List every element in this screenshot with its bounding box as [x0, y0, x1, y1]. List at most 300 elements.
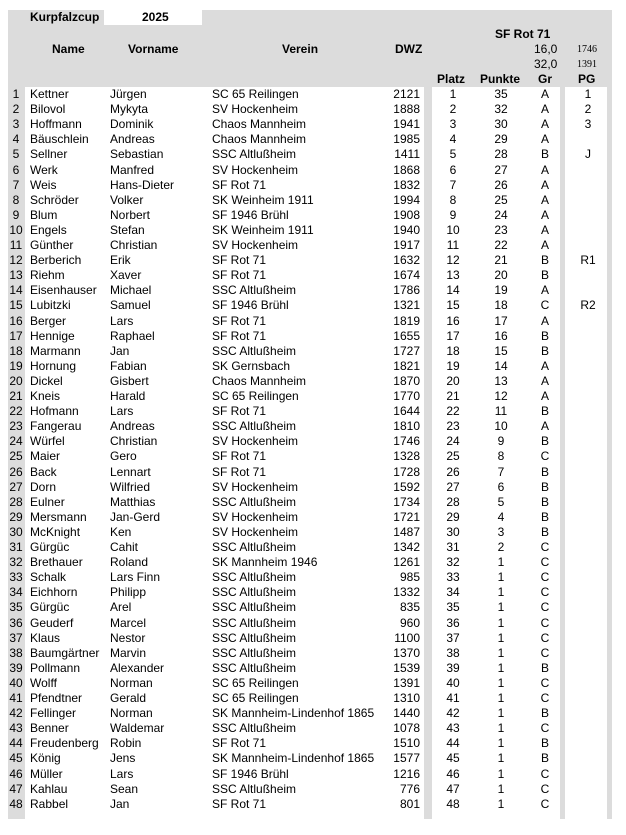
player-points: 1: [497, 585, 505, 600]
player-points: 1: [497, 600, 505, 615]
player-name: Hofmann: [30, 404, 79, 419]
player-group: A: [540, 389, 549, 403]
player-dwz: 1994: [393, 192, 420, 207]
player-group: A: [540, 222, 549, 237]
player-points: 30: [494, 117, 508, 132]
table-row: [0, 540, 626, 555]
player-rank: 22: [446, 404, 460, 419]
player-pg: [570, 449, 606, 464]
player-group: C: [540, 298, 550, 313]
player-dwz: 1328: [393, 449, 420, 464]
player-rank: 33: [446, 570, 460, 585]
player-dwz: 776: [399, 781, 420, 796]
player-club: SSC Altlußheim: [212, 600, 297, 615]
player-dwz: 1644: [393, 404, 420, 419]
row-number: 2: [12, 102, 20, 117]
table-row: [0, 691, 626, 706]
table-row: [0, 223, 626, 238]
player-group: B: [540, 328, 549, 343]
player-group: A: [540, 419, 549, 434]
player-points: 26: [494, 177, 508, 192]
player-club: SC 65 Reilingen: [212, 389, 299, 403]
player-group: B: [540, 464, 549, 479]
player-pg: [570, 163, 606, 178]
player-vorname: Stefan: [110, 222, 145, 237]
player-pg: [570, 676, 606, 691]
player-points: 1: [497, 706, 505, 721]
column-header-gr: Gr: [538, 72, 553, 86]
player-vorname: Fabian: [110, 358, 147, 373]
row-number: 7: [12, 177, 20, 192]
player-vorname: Lars: [110, 766, 134, 781]
table-row: [0, 646, 626, 661]
player-points: 23: [494, 222, 508, 237]
player-vorname: Roland: [110, 555, 149, 570]
player-name: Günther: [30, 238, 74, 252]
player-points: 27: [494, 162, 508, 177]
player-group: B: [540, 509, 549, 524]
row-number: 35: [9, 600, 23, 615]
table-row: [0, 676, 626, 691]
player-name: Eisenhauser: [30, 283, 97, 298]
player-group: B: [540, 660, 549, 675]
player-vorname: Ken: [110, 524, 132, 539]
player-rank: 43: [446, 721, 460, 736]
player-points: 1: [497, 645, 505, 660]
player-points: 32: [494, 102, 508, 117]
player-vorname: Michael: [110, 283, 152, 298]
table-row: [0, 797, 626, 812]
table-row: [0, 163, 626, 178]
table-row: [0, 434, 626, 449]
player-pg: [570, 706, 606, 721]
player-name: Dickel: [30, 373, 63, 388]
row-number: 37: [9, 630, 23, 645]
player-name: Bäuschlein: [30, 132, 89, 147]
column-header-name: Name: [52, 42, 85, 56]
player-club: SF Rot 71: [212, 268, 267, 283]
pg-value-1: 1746: [577, 44, 597, 55]
player-group: B: [540, 343, 549, 358]
table-row: [0, 782, 626, 797]
row-number: 20: [9, 373, 23, 388]
table-row: [0, 117, 626, 132]
player-vorname: Gero: [110, 449, 137, 464]
row-number: 12: [9, 253, 23, 268]
row-number: 34: [9, 585, 23, 600]
player-points: 16: [494, 328, 508, 343]
player-club: SV Hockenheim: [212, 524, 299, 539]
player-club: SSC Altlußheim: [212, 781, 297, 796]
player-vorname: Lars: [110, 404, 134, 419]
table-row: [0, 178, 626, 193]
player-vorname: Raphael: [110, 328, 155, 343]
column-header-dwz: DWZ: [395, 42, 423, 56]
player-dwz: 1310: [393, 691, 420, 705]
player-points: 1: [497, 570, 505, 585]
table-row: [0, 238, 626, 253]
player-name: Dorn: [30, 479, 57, 494]
player-name: Kneis: [30, 389, 61, 403]
player-rank: 30: [446, 524, 460, 539]
player-pg: [570, 616, 606, 631]
player-name: Maier: [30, 449, 61, 464]
player-group: B: [540, 147, 549, 162]
player-vorname: Arel: [110, 600, 132, 615]
player-group: A: [540, 87, 549, 101]
player-name: Blum: [30, 207, 58, 222]
player-vorname: Erik: [110, 253, 131, 268]
player-vorname: Cahit: [110, 540, 139, 554]
player-vorname: Nestor: [110, 630, 146, 645]
player-name: Schröder: [30, 192, 79, 207]
player-name: Pollmann: [30, 660, 81, 675]
player-pg: [570, 525, 606, 540]
player-rank: 41: [446, 691, 460, 705]
table-row: [0, 87, 626, 102]
player-club: SC 65 Reilingen: [212, 87, 299, 101]
table-row: [0, 193, 626, 208]
player-pg: 3: [584, 117, 592, 132]
player-club: SV Hockenheim: [212, 102, 299, 117]
player-group: C: [540, 615, 550, 630]
player-pg: [570, 691, 606, 706]
player-club: SF Rot 71: [212, 313, 267, 328]
player-pg: [570, 178, 606, 193]
player-group: C: [540, 645, 550, 660]
row-number: 6: [12, 162, 20, 177]
player-name: Fellinger: [30, 706, 77, 721]
player-rank: 38: [446, 645, 460, 660]
table-row: [0, 147, 626, 162]
gr-ratio-1: 16,0: [534, 42, 558, 56]
player-name: Back: [30, 464, 57, 479]
player-club: SK Mannheim-Lindenhof 1865: [212, 706, 375, 721]
player-club: SSC Altlußheim: [212, 585, 297, 600]
player-pg: [570, 767, 606, 782]
player-vorname: Volker: [110, 192, 144, 207]
row-number: 25: [9, 449, 23, 464]
player-name: Sellner: [30, 147, 68, 162]
table-row: [0, 298, 626, 313]
table-row: [0, 314, 626, 329]
player-group: C: [540, 675, 550, 690]
player-club: SSC Altlußheim: [212, 147, 297, 162]
player-name: McKnight: [30, 524, 81, 539]
table-row: [0, 585, 626, 600]
player-name: Müller: [30, 766, 63, 781]
player-points: 24: [494, 207, 508, 222]
player-points: 14: [494, 358, 508, 373]
row-number: 38: [9, 645, 23, 660]
player-club: SK Mannheim-Lindenhof 1865: [212, 751, 375, 766]
player-name: Gürgüc: [30, 600, 70, 615]
player-points: 29: [494, 132, 508, 147]
player-pg: [570, 223, 606, 238]
player-pg: [570, 238, 606, 253]
player-dwz: 1391: [393, 675, 420, 690]
player-name: Werk: [30, 162, 58, 177]
player-pg: [570, 751, 606, 766]
row-number: 41: [9, 691, 23, 705]
table-row: [0, 253, 626, 268]
player-group: A: [540, 313, 549, 328]
player-rank: 46: [446, 766, 460, 781]
player-name: Marmann: [30, 343, 81, 358]
player-club: SV Hockenheim: [212, 162, 299, 177]
player-club: SF Rot 71: [212, 404, 267, 419]
table-row: [0, 555, 626, 570]
player-points: 15: [494, 343, 508, 358]
player-club: SF Rot 71: [212, 177, 267, 192]
player-club: Chaos Mannheim: [212, 132, 307, 147]
player-group: B: [540, 494, 549, 509]
player-vorname: Andreas: [110, 419, 155, 434]
player-group: A: [540, 283, 549, 298]
player-points: 18: [494, 298, 508, 313]
player-points: 7: [497, 464, 505, 479]
player-name: Schalk: [30, 570, 67, 585]
player-club: Chaos Mannheim: [212, 373, 307, 388]
player-pg: [570, 646, 606, 661]
table-row: [0, 570, 626, 585]
player-points: 17: [494, 313, 508, 328]
player-group: C: [540, 691, 550, 705]
player-pg: [570, 736, 606, 751]
player-points: 21: [494, 253, 508, 268]
player-rank: 39: [446, 660, 460, 675]
player-dwz: 1917: [393, 238, 420, 252]
player-rank: 20: [446, 373, 460, 388]
player-name: Hoffmann: [30, 117, 82, 132]
player-name: Freudenberg: [30, 736, 99, 751]
player-points: 35: [494, 87, 508, 101]
player-dwz: 1342: [393, 540, 420, 554]
player-name: Berger: [30, 313, 67, 328]
player-club: SSC Altlußheim: [212, 283, 297, 298]
player-group: C: [540, 540, 550, 554]
player-points: 1: [497, 781, 505, 796]
player-group: A: [540, 177, 549, 192]
player-dwz: 1746: [393, 434, 420, 449]
player-dwz: 1632: [393, 253, 420, 268]
player-group: C: [540, 781, 550, 796]
player-dwz: 1786: [393, 283, 420, 298]
player-points: 1: [497, 691, 505, 705]
player-vorname: Lars: [110, 313, 134, 328]
player-group: C: [540, 555, 550, 570]
row-number: 10: [9, 222, 23, 237]
row-number: 3: [12, 117, 20, 132]
player-rank: 7: [449, 177, 457, 192]
player-pg: 1: [584, 87, 592, 101]
player-dwz: 1821: [393, 358, 420, 373]
player-points: 4: [497, 509, 505, 524]
player-pg: [570, 480, 606, 495]
player-club: SF Rot 71: [212, 736, 267, 751]
table-row: [0, 268, 626, 283]
player-pg: [570, 359, 606, 374]
player-club: Chaos Mannheim: [212, 117, 307, 132]
player-group: B: [540, 736, 549, 751]
player-rank: 16: [446, 313, 460, 328]
player-club: SF Rot 71: [212, 253, 267, 268]
row-number: 21: [9, 389, 23, 403]
player-club: SSC Altlußheim: [212, 419, 297, 434]
player-club: SF 1946 Brühl: [212, 298, 289, 313]
row-number: 36: [9, 615, 23, 630]
player-rank: 8: [449, 192, 457, 207]
player-pg: J: [585, 147, 591, 162]
player-points: 1: [497, 615, 505, 630]
table-row: [0, 751, 626, 766]
player-group: B: [540, 253, 549, 268]
player-name: Geuderf: [30, 615, 74, 630]
player-vorname: Mykyta: [110, 102, 149, 117]
table-row: [0, 102, 626, 117]
player-rank: 24: [446, 434, 460, 449]
player-club: SSC Altlußheim: [212, 343, 297, 358]
player-rank: 27: [446, 479, 460, 494]
table-row: [0, 208, 626, 223]
player-name: Gürgüc: [30, 540, 70, 554]
player-name: Hennige: [30, 328, 75, 343]
table-row: [0, 374, 626, 389]
player-name: Wolff: [30, 675, 57, 690]
player-club: SF 1946 Brühl: [212, 766, 289, 781]
player-vorname: Christian: [110, 238, 158, 252]
player-club: SF Rot 71: [212, 449, 267, 464]
player-pg: [570, 465, 606, 480]
player-group: B: [540, 268, 549, 283]
player-points: 3: [497, 524, 505, 539]
player-dwz: 1078: [393, 721, 420, 736]
player-rank: 18: [446, 343, 460, 358]
player-points: 12: [494, 389, 508, 403]
player-dwz: 1832: [393, 177, 420, 192]
player-dwz: 1592: [393, 479, 420, 494]
player-vorname: Waldemar: [110, 721, 165, 736]
player-group: A: [540, 132, 549, 147]
player-points: 10: [494, 419, 508, 434]
player-dwz: 1868: [393, 162, 420, 177]
row-number: 15: [9, 298, 23, 313]
player-group: B: [540, 434, 549, 449]
player-club: SC 65 Reilingen: [212, 691, 299, 705]
row-number: 4: [12, 132, 20, 147]
table-row: [0, 721, 626, 736]
player-rank: 31: [446, 540, 460, 554]
player-vorname: Gisbert: [110, 373, 149, 388]
player-group: A: [540, 207, 549, 222]
player-name: Benner: [30, 721, 69, 736]
player-rank: 4: [449, 132, 457, 147]
table-row: [0, 767, 626, 782]
table-row: [0, 510, 626, 525]
player-rank: 12: [446, 253, 460, 268]
player-pg: [570, 314, 606, 329]
player-vorname: Manfred: [110, 162, 155, 177]
player-rank: 37: [446, 630, 460, 645]
row-number: 43: [9, 721, 23, 736]
player-pg: [570, 585, 606, 600]
table-row: [0, 404, 626, 419]
player-points: 1: [497, 660, 505, 675]
player-vorname: Wilfried: [110, 479, 151, 494]
table-row: [0, 283, 626, 298]
table-row: [0, 661, 626, 676]
table-row: [0, 706, 626, 721]
player-club: SSC Altlußheim: [212, 630, 297, 645]
player-rank: 13: [446, 268, 460, 283]
row-number: 26: [9, 464, 23, 479]
player-club: SK Weinheim 1911: [212, 222, 314, 237]
player-rank: 34: [446, 585, 460, 600]
player-points: 25: [494, 192, 508, 207]
row-number: 32: [9, 555, 23, 570]
table-row: [0, 389, 626, 404]
player-name: Klaus: [30, 630, 61, 645]
player-dwz: 985: [399, 570, 420, 585]
row-number: 48: [9, 796, 23, 811]
player-name: Eulner: [30, 494, 65, 509]
player-name: Bilovol: [30, 102, 66, 117]
player-dwz: 1321: [393, 298, 420, 313]
player-group: B: [540, 479, 549, 494]
player-rank: 9: [449, 207, 457, 222]
player-club: SK Weinheim 1911: [212, 192, 314, 207]
player-club: SF Rot 71: [212, 464, 267, 479]
player-rank: 26: [446, 464, 460, 479]
player-pg: [570, 510, 606, 525]
player-dwz: 1888: [393, 102, 420, 117]
table-row: [0, 480, 626, 495]
player-rank: 10: [446, 222, 460, 237]
player-group: C: [540, 796, 550, 811]
player-rank: 44: [446, 736, 460, 751]
row-number: 39: [9, 660, 23, 675]
player-pg: R2: [580, 298, 596, 313]
player-group: B: [540, 706, 549, 721]
player-name: Lubitzki: [30, 298, 71, 313]
player-name: Engels: [30, 222, 67, 237]
row-number: 13: [9, 268, 23, 283]
row-number: 17: [9, 328, 23, 343]
player-dwz: 1655: [393, 328, 420, 343]
player-points: 5: [497, 494, 505, 509]
column-header-verein: Verein: [282, 42, 319, 56]
player-dwz: 1721: [393, 509, 420, 524]
row-number: 27: [9, 479, 23, 494]
player-rank: 6: [449, 162, 457, 177]
player-club: SV Hockenheim: [212, 479, 299, 494]
player-dwz: 1370: [393, 645, 420, 660]
player-club: SSC Altlußheim: [212, 721, 297, 736]
player-group: C: [540, 600, 550, 615]
player-group: C: [540, 449, 550, 464]
player-dwz: 1674: [393, 268, 420, 283]
player-vorname: Philipp: [110, 585, 147, 600]
player-vorname: Sebastian: [110, 147, 164, 162]
player-club: SC 65 Reilingen: [212, 675, 299, 690]
player-name: Pfendtner: [30, 691, 83, 705]
row-number: 14: [9, 283, 23, 298]
table-row: [0, 419, 626, 434]
player-rank: 11: [446, 238, 460, 252]
player-points: 1: [497, 630, 505, 645]
player-club: SV Hockenheim: [212, 509, 299, 524]
player-points: 1: [497, 675, 505, 690]
